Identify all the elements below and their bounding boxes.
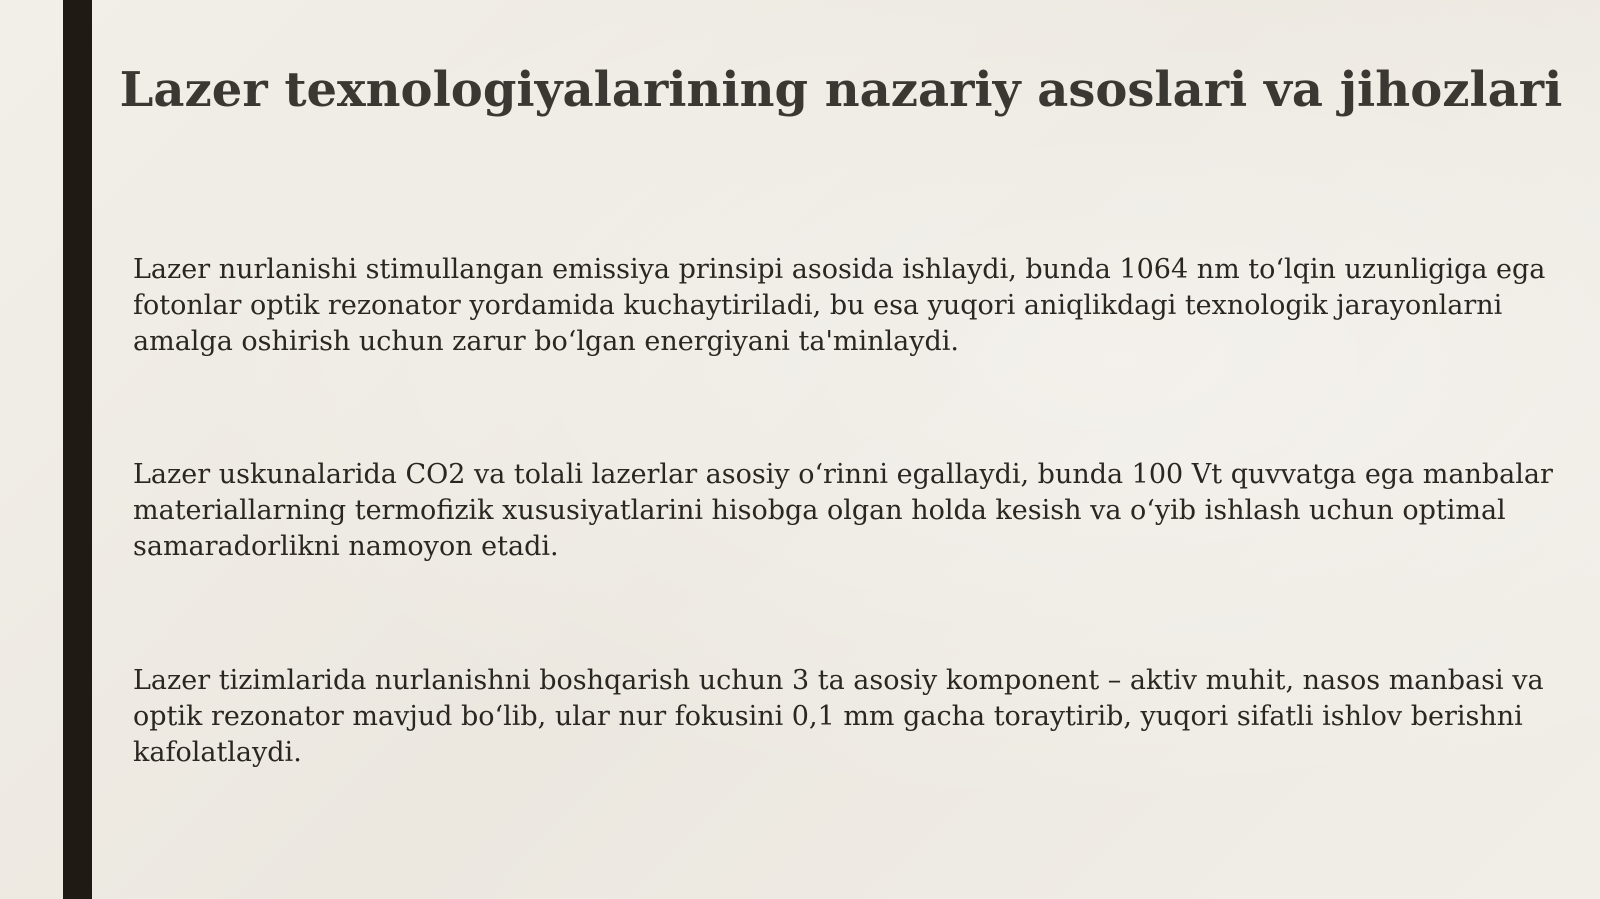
accent-bar — [63, 0, 92, 899]
slide-title: Lazer texnologiyalarining nazariy asoslari va jihozlari — [119, 62, 1563, 118]
paragraph-3: Lazer tizimlarida nurlanishni boshqarish uchun 3 ta asosiy komponent – aktiv muhit, nasos manbasi va optik rezonator mavjud bo‘lib, ular nur fokusini 0,1 mm gacha toraytirib, yuqori sifatli ishlov berishni kafolatlaydi. — [133, 665, 1544, 768]
paragraph-2: Lazer uskunalarida CO2 va tolali lazerlar asosiy o‘rinni egallaydi, bunda 100 Vt quvvatga ega manbalar materiallarning termofizik xususiyatlarini hisobga olgan holda kesish va o‘yib ishlash uchun optimal samaradorlikni namoyon etadi. — [133, 459, 1553, 562]
paragraph-1: Lazer nurlanishi stimullangan emissiya prinsipi asosida ishlaydi, bunda 1064 nm to‘lqin uzunligiga ega fotonlar optik rezonator yordamida kuchaytiriladi, bu esa yuqori aniqlikdagi texnologik jarayonlarni amalga oshirish uchun zarur bo‘lgan energiyani ta'minlaydi. — [133, 254, 1546, 357]
